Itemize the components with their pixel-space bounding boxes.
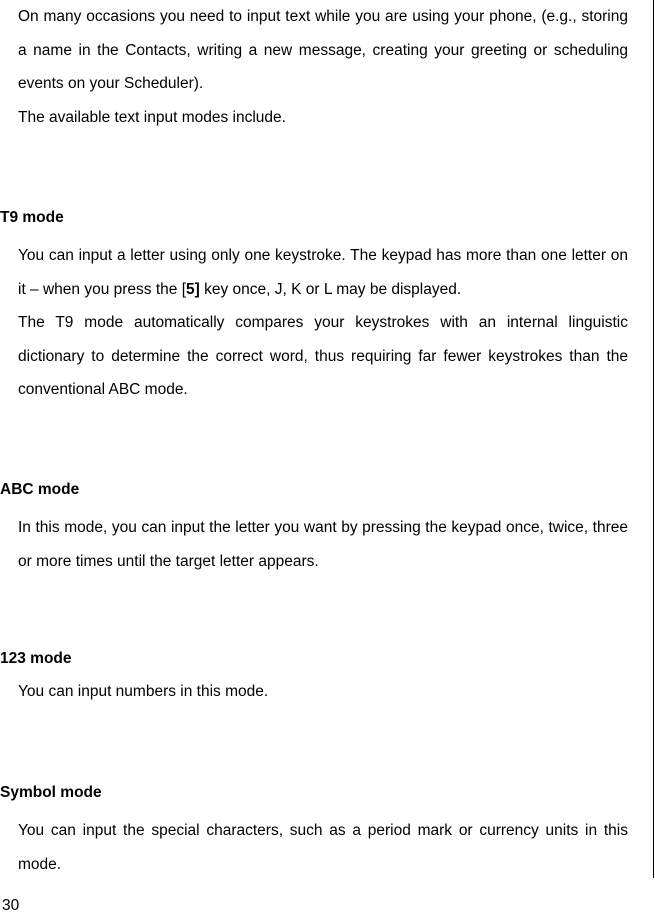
t9-mode-paragraph-1 (18, 239, 628, 306)
symbol-mode-paragraph: You can input the special characters, such as a period mark or currency units in this mode. (18, 822, 628, 873)
t9-mode-paragraph-2: The T9 mode automatically compares your keystrokes with an internal linguistic dictionary to determine the correct word, thus requiring far fewer keystrokes than the conventional ABC mode. (18, 314, 628, 398)
intro-paragraph: On many occasions you need to input text while you are using your phone, (e.g., storing a name in the Contacts, writing a new message, creating your greeting or scheduling events on your Scheduler). (18, 8, 628, 92)
123-mode-heading: 123 mode (0, 650, 72, 667)
page-right-border (653, 0, 654, 878)
t9-text-after-key: key once, J, K or L may be displayed. (199, 280, 462, 298)
page-number: 30 (2, 897, 20, 914)
intro-modes-sentence: The available text input modes include. (18, 109, 286, 126)
symbol-mode-heading: Symbol mode (0, 784, 102, 801)
t9-key-open-bracket: [ (181, 280, 187, 298)
t9-text-before-key: You can input a letter using only one keystroke. The keypad has more than one letter on it – when you press the (18, 247, 628, 298)
t9-mode-heading: T9 mode (0, 209, 64, 226)
abc-mode-paragraph: In this mode, you can input the letter you want by pressing the keypad once, twice, three or more times until the target letter appears. (18, 519, 628, 570)
abc-mode-heading: ABC mode (0, 481, 80, 498)
123-mode-paragraph: You can input numbers in this mode. (18, 683, 269, 700)
t9-key-label: 5] (186, 280, 200, 298)
